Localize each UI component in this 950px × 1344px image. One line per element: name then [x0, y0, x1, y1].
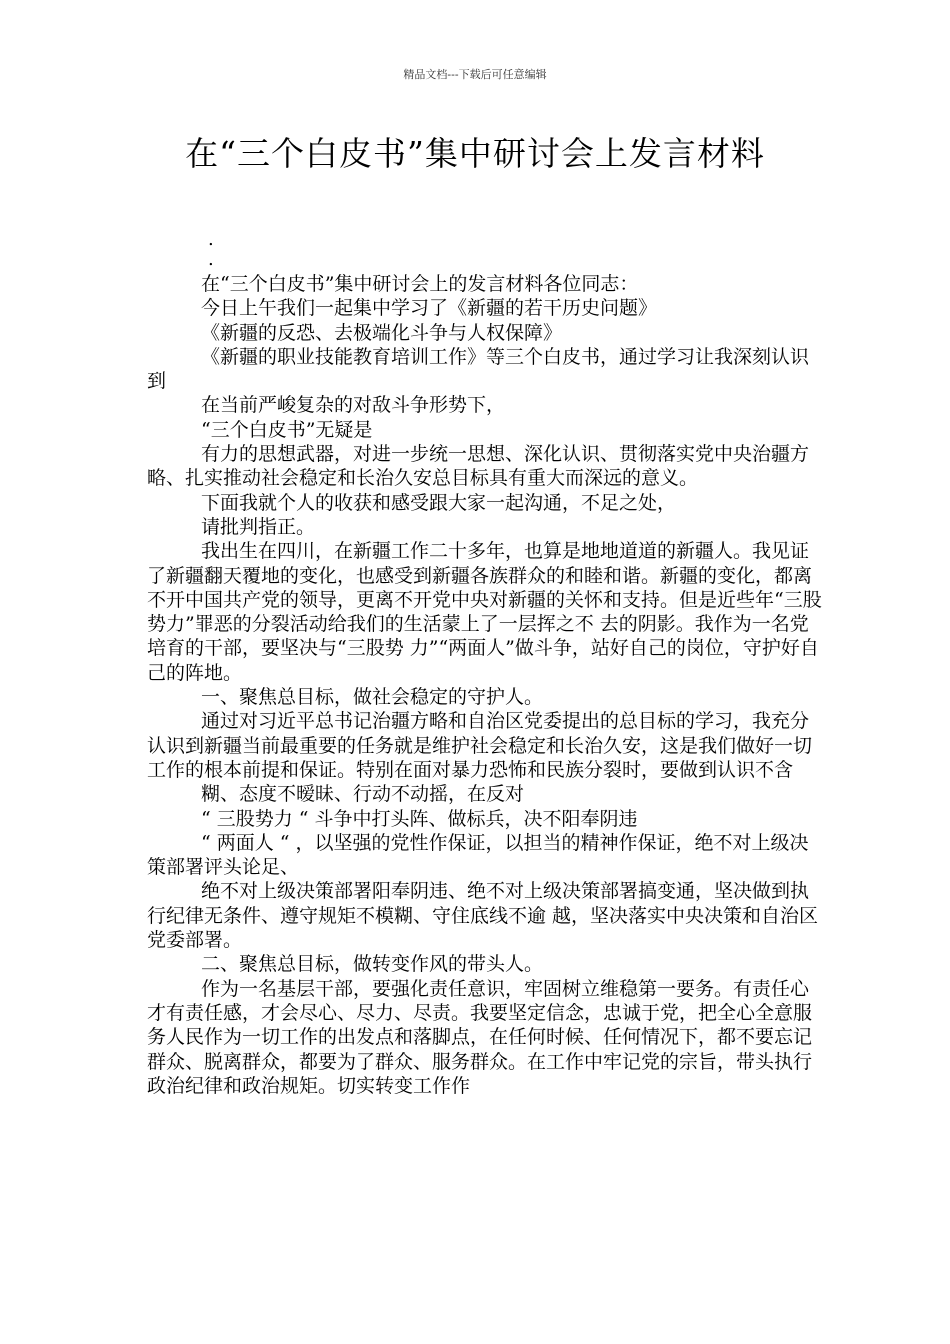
dot-marker: .	[208, 229, 214, 250]
paragraph: 绝不对上级决策部署阳奉阴违、绝不对上级决策部署搞变通，坚决做到执行纪律无条件、遵守规矩不模糊、守住底线不逾 越，坚决落实中央决策和自治区党委部署。	[147, 880, 819, 952]
paragraph: 《新疆的反恐、去极端化斗争与人权保障》	[201, 321, 563, 344]
paragraph: 下面我就个人的收获和感受跟大家一起沟通，不足之处，	[201, 491, 677, 514]
paragraph: “三个白皮书”无疑是	[201, 418, 373, 441]
paragraph: 在“三个白皮书”集中研讨会上的发言材料各位同志：	[201, 273, 639, 295]
paragraph: 作为一名基层干部，要强化责任意识，牢固树立维稳第一要务。有责任心才有责任感，才会尽心、尽力、尽责。我要坚定信念，忠诚于党，把全心全意服务人民作为一切工作的出发点和落脚点，在任何时候、任何情况下，都不要忘记群众、脱离群众，都要为了群众、服务群众。在工作中牢记党的宗旨，带头执行政治纪律和政治规矩。切实转变工作作	[147, 977, 813, 1097]
paragraph: 我出生在四川，在新疆工作二十多年，也算是地地道道的新疆人。我见证了新疆翻天覆地的变化，也感受到新疆各族群众的和睦和谐。新疆的变化，都离不开中国共产党的领导，更离不开党中央对新疆的关怀和支持。但是近些年“三股势力”罪恶的分裂活动给我们的生活蒙上了一层挥之不 去的阴影。我作为一名党培育的干部，要坚决与“三股势 力”“两面人”做斗争，站好自己的岗位，守护好自己的阵地。	[147, 540, 822, 684]
document-body	[147, 272, 827, 1098]
document-title: 在“三个白皮书”集中研讨会上发言材料	[185, 134, 765, 173]
paragraph: “ 两面人 “ ，以坚强的党性作保证，以担当的精神作保证，绝不对上级决策部署评头论足、	[147, 831, 809, 879]
paragraph: 在当前严峻复杂的对敌斗争形势下，	[201, 394, 506, 417]
paragraph: 今日上午我们一起集中学习了《新疆的若干历史问题》	[201, 297, 658, 320]
paragraph: 糊、态度不暧昧、行动不动摇，在反对	[201, 783, 525, 806]
header-note: 精品文档---下载后可任意编辑	[403, 68, 547, 81]
paragraph: 有力的思想武器，对进一步统一思想、深化认识、贯彻落实党中央治疆方略、扎实推动社会稳定和长治久安总目标具有重大而深远的意义。	[147, 443, 810, 490]
paragraph: 通过对习近平总书记治疆方略和自治区党委提出的总目标的学习，我充分认识到新疆当前最重要的任务就是维护社会稳定和长治久安，这是我们做好一切工作的根本前提和保证。特别在面对暴力恐怖和民族分裂时，要做到认识不含	[147, 710, 813, 781]
paragraph: 请批判指正。	[201, 515, 316, 538]
section-heading: 一、聚焦总目标，做社会稳定的守护人。	[201, 686, 544, 709]
dot-marker: .	[208, 249, 214, 270]
paragraph: 《新疆的职业技能教育培训工作》等三个白皮书，通过学习让我深刻认识到	[147, 345, 810, 393]
section-heading: 二、聚焦总目标，做转变作风的带头人。	[201, 953, 544, 976]
paragraph: “ 三股势力 “ 斗争中打头阵、做标兵，决不阳奉阴违	[201, 807, 638, 830]
